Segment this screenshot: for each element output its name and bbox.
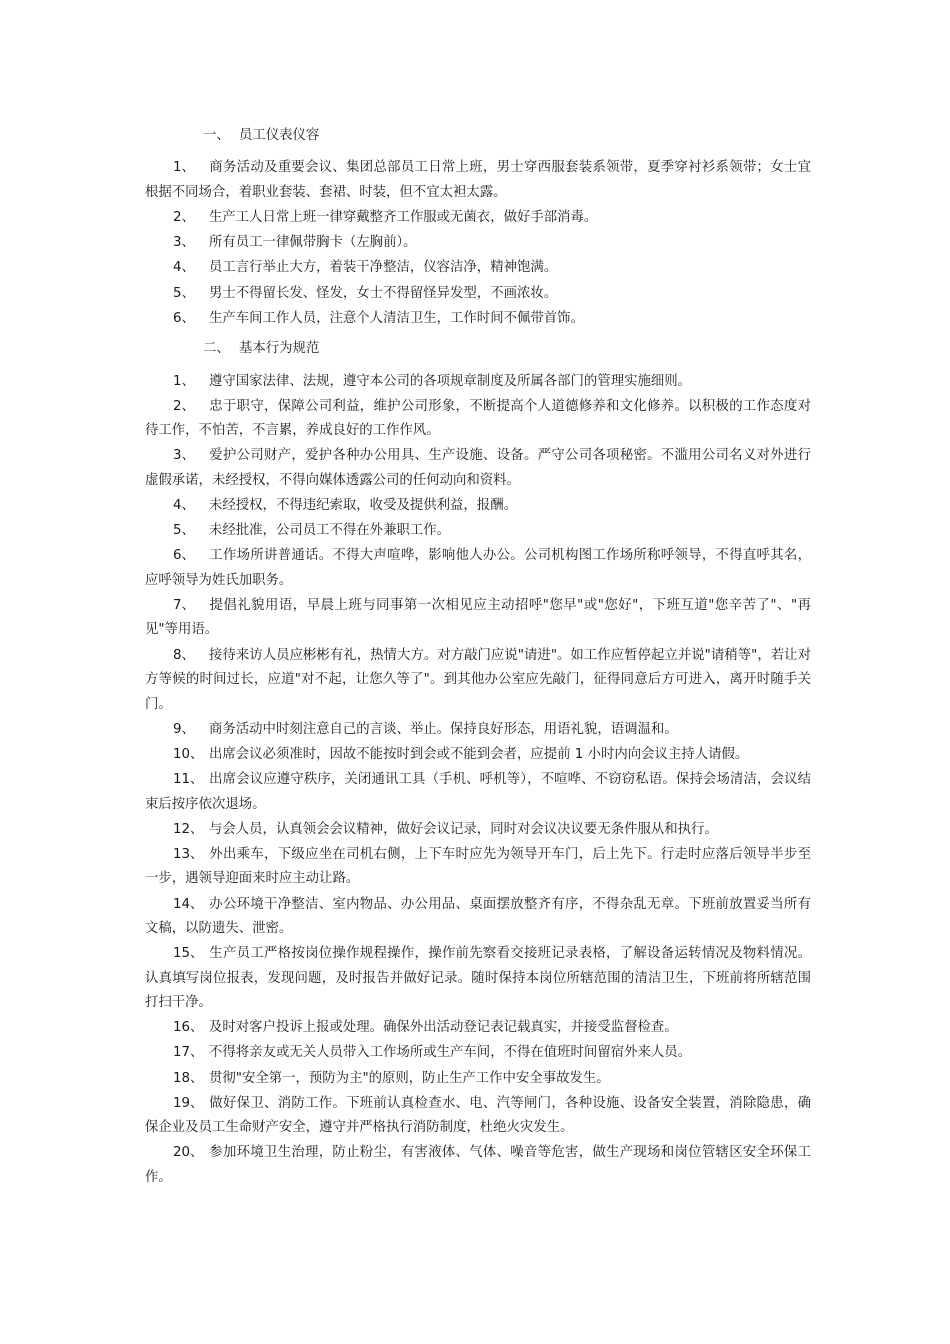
section-number: 二、 — [203, 341, 230, 357]
item-text: 出席会议必须准时，因故不能按时到会或不能到会者，应提前 1 小时内向会议主持人请假。 — [209, 746, 749, 762]
item-number: 6、 — [173, 548, 195, 564]
list-item — [145, 444, 811, 493]
list-item — [145, 231, 811, 255]
item-number: 1、 — [173, 160, 195, 176]
item-text: 贯彻"安全第一，预防为主"的原则，防止生产工作中安全事故发生。 — [209, 1070, 610, 1086]
item-text: 男士不得留长发、怪发，女士不得留怪异发型，不画浓妆。 — [209, 285, 558, 301]
item-text: 外出乘车，下级应坐在司机右侧，上下车时应先为领导开车门，后上先下。行走时应落后领导半步至一步，遇领导迎面来时应主动让路。 — [145, 846, 811, 887]
list-item — [145, 519, 811, 543]
item-text: 提倡礼貌用语，早晨上班与同事第一次相见应主动招呼"您早"或"您好"，下班互道"您辛苦了"、"再见"等用语。 — [145, 598, 811, 638]
item-number: 3、 — [173, 448, 195, 464]
item-number: 18、 — [173, 1070, 204, 1086]
section-conduct — [145, 337, 811, 1190]
list-item — [145, 206, 811, 230]
item-number: 8、 — [173, 647, 195, 663]
item-text: 办公环境干净整洁、室内物品、办公用品、桌面摆放整齐有序，不得杂乱无章。下班前放置妥当所有文稿，以防遗失、泄密。 — [145, 896, 811, 936]
item-number: 10、 — [173, 746, 204, 762]
list-item — [145, 1067, 811, 1091]
item-number: 4、 — [173, 498, 195, 514]
list-item — [145, 1041, 811, 1065]
item-text: 及时对客户投诉上报或处理。确保外出活动登记表记载真实，并接受监督检查。 — [209, 1020, 678, 1036]
item-number: 15、 — [173, 946, 204, 962]
item-number: 20、 — [173, 1145, 204, 1161]
list-item — [145, 818, 811, 842]
list-item — [145, 282, 811, 306]
item-text: 不得将亲友或无关人员带入工作场所或生产车间，不得在值班时间留宿外来人员。 — [209, 1045, 692, 1061]
item-number: 14、 — [173, 896, 204, 912]
item-text: 做好保卫、消防工作。下班前认真检查水、电、汽等闸门，各种设施、设备安全装置，消除隐患，确保企业及员工生命财产安全，遵守并严格执行消防制度，杜绝火灾发生。 — [145, 1095, 811, 1136]
section-appearance — [145, 124, 811, 331]
item-text: 参加环境卫生治理，防止粉尘，有害液体、气体、噪音等危害，做生产现场和岗位管辖区安全环保工作。 — [145, 1145, 811, 1185]
item-text: 生产工人日常上班一律穿戴整齐工作服或无菌衣，做好手部消毒。 — [209, 210, 598, 226]
item-text: 忠于职守，保障公司利益，维护公司形象，不断提高个人道德修养和文化修养。以积极的工作态度对待工作，不怕苦，不言累，养成良好的工作作风。 — [145, 398, 811, 439]
item-number: 16、 — [173, 1020, 204, 1036]
section-number: 一、 — [203, 128, 230, 143]
list-item — [145, 1092, 811, 1141]
item-text: 爱护公司财产，爱护各种办公用具、生产设施、设备。严守公司各项秘密。不滥用公司名义对外进行虚假承诺，未经授权，不得向媒体透露公司的任何动向和资料。 — [145, 448, 811, 488]
item-number: 5、 — [173, 285, 195, 301]
list-item — [145, 395, 811, 444]
list-item — [145, 544, 811, 593]
item-text: 商务活动中时刻注意自己的言谈、举止。保持良好形态，用语礼貌，语调温和。 — [209, 721, 678, 737]
item-text: 商务活动及重要会议、集团总部员工日常上班，男士穿西服套装系领带，夏季穿衬衫系领带；女士宜根据不同场合，着职业套装、套裙、时装，但不宜太袒太露。 — [145, 160, 811, 200]
list-item — [145, 594, 811, 643]
list-item — [145, 942, 811, 1015]
list-item — [145, 893, 811, 942]
list-item — [145, 644, 811, 717]
item-text: 遵守国家法律、法规，遵守本公司的各项规章制度及所属各部门的管理实施细则。 — [209, 373, 692, 389]
item-number: 13、 — [173, 846, 204, 862]
list-item — [145, 494, 811, 518]
item-text: 接待来访人员应彬彬有礼，热情大方。对方敲门应说"请进"。如工作应暂停起立并说"请稍等"，若让对方等候的时间过长，应道"对不起，让您久等了"。到其他办公室应先敲门，征得同意后方可进入，离开时随手关门。 — [145, 647, 811, 712]
item-number: 6、 — [173, 310, 195, 326]
section-title: 基本行为规范 — [239, 341, 320, 357]
item-text: 员工言行举止大方，着装干净整洁，仪容洁净，精神饱满。 — [209, 260, 558, 276]
item-number: 7、 — [173, 598, 195, 614]
rule-list — [145, 370, 811, 1191]
item-number: 2、 — [173, 398, 195, 414]
item-text: 工作场所讲普通话。不得大声喧哗，影响他人办公。公司机构图工作场所称呼领导，不得直呼其名，应呼领导为姓氏加职务。 — [145, 548, 811, 588]
item-text: 出席会议应遵守秩序，关闭通讯工具（手机、呼机等），不喧哗、不窃窃私语。保持会场清洁，会议结束后按序依次退场。 — [145, 772, 811, 812]
document-page — [145, 118, 811, 1191]
item-text: 与会人员，认真领会会议精神，做好会议记录，同时对会议决议要无条件服从和执行。 — [209, 821, 718, 837]
item-number: 12、 — [173, 821, 204, 837]
item-text: 所有员工一律佩带胸卡（左胸前）。 — [209, 235, 417, 251]
item-number: 9、 — [173, 721, 195, 737]
section-heading — [145, 124, 811, 148]
section-title: 员工仪表仪容 — [239, 128, 320, 143]
item-number: 19、 — [173, 1095, 204, 1111]
item-number: 3、 — [173, 235, 195, 251]
item-text: 未经批准，公司员工不得在外兼职工作。 — [209, 523, 451, 539]
item-number: 4、 — [173, 260, 195, 276]
list-item — [145, 156, 811, 205]
item-text: 生产员工严格按岗位操作规程操作，操作前先察看交接班记录表格，了解设备运转情况及物料情况。认真填写岗位报表，发现问题，及时报告并做好记录。随时保持本岗位所辖范围的清洁卫生，下班前将所辖范围打扫干净。 — [145, 946, 811, 1010]
item-number: 2、 — [173, 210, 195, 226]
rule-list — [145, 156, 811, 331]
list-item — [145, 743, 811, 767]
item-number: 17、 — [173, 1045, 204, 1061]
list-item — [145, 256, 811, 280]
list-item — [145, 768, 811, 817]
item-number: 5、 — [173, 523, 195, 539]
list-item — [145, 307, 811, 331]
section-heading — [145, 337, 811, 361]
item-number: 11、 — [173, 772, 204, 788]
list-item — [145, 370, 811, 394]
list-item — [145, 843, 811, 892]
list-item — [145, 718, 811, 742]
item-text: 生产车间工作人员，注意个人清洁卫生，工作时间不佩带首饰。 — [209, 310, 584, 326]
list-item — [145, 1141, 811, 1190]
list-item — [145, 1016, 811, 1040]
item-number: 1、 — [173, 373, 195, 389]
item-text: 未经授权，不得违纪索取，收受及提供利益，报酬。 — [209, 498, 517, 514]
